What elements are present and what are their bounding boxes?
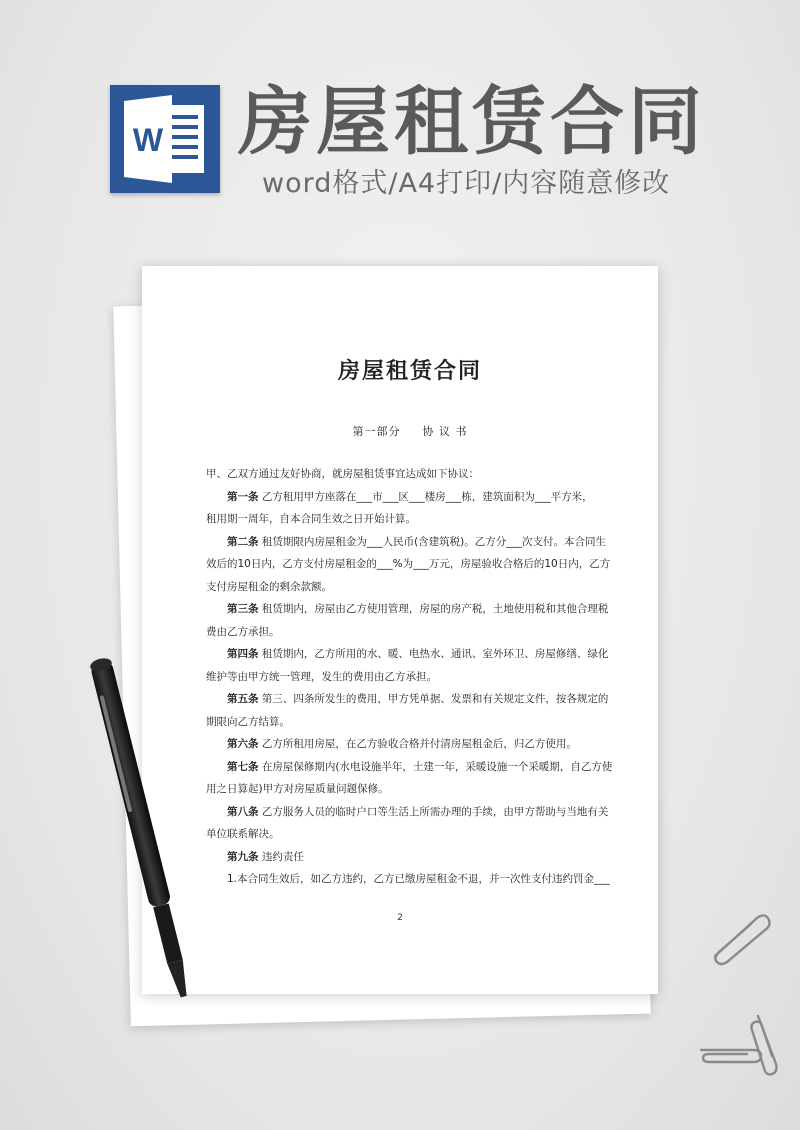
clause-label: 第二条 <box>227 535 259 548</box>
banner-subtitle: word格式/A4打印/内容随意修改 <box>262 168 671 199</box>
clause-text: 租赁期内，房屋由乙方使用管理，房屋的房产税，土地使用税和其他合理税 <box>258 603 609 615</box>
subtitle-name: 协 议 书 <box>422 425 468 438</box>
clause-label: 第六条 <box>227 738 259 750</box>
subtitle-part: 第一部分 <box>352 425 401 438</box>
clause-label: 第九条 <box>227 850 259 863</box>
clause-7-cont: 用之日算起)甲方对房屋质量问题保修。 <box>206 783 389 795</box>
clause-8 <box>206 801 614 824</box>
paperclip-icon <box>705 908 775 968</box>
clause-1 <box>206 486 614 509</box>
clause-8-cont: 单位联系解决。 <box>206 828 280 840</box>
clause-text: 乙方租用甲方座落在___市___区___楼房___栋，建筑面积为___平方米， <box>258 490 593 503</box>
intro-paragraph: 甲、乙双方通过友好协商，就房屋租赁事宜达成如下协议： <box>206 468 479 480</box>
clause-4 <box>206 643 614 666</box>
clause-3-cont: 费由乙方承担。 <box>206 625 280 638</box>
clause-1-cont: 租用期一周年，自本合同生效之日开始计算。 <box>206 513 416 525</box>
word-logo-icon <box>110 85 220 193</box>
clause-text: 在房屋保修期内(水电设施半年，土建一年，采暖设施一个采暖期，自乙方使 <box>258 760 613 773</box>
document-subtitle <box>206 423 614 439</box>
clause-5-cont: 期限向乙方结算。 <box>206 715 290 728</box>
clause-text: 违约责任 <box>258 850 304 863</box>
clause-9 <box>206 846 614 869</box>
clause-text: 租赁期内，乙方所用的水、暖、电热水、通讯、室外环卫、房屋修缮、绿化 <box>258 648 609 660</box>
clause-text: 乙方服务人员的临时户口等生活上所需办理的手续，由甲方帮助与当地有关 <box>258 805 609 818</box>
clause-5 <box>206 688 614 711</box>
clause-text: 乙方所租用房屋，在乙方验收合格并付清房屋租金后，归乙方使用。 <box>258 738 577 750</box>
document-body <box>206 463 614 891</box>
clause-label: 第四条 <box>227 648 259 660</box>
clause-2 <box>206 531 614 554</box>
clause-label: 第八条 <box>227 805 259 818</box>
clause-label: 第一条 <box>227 490 259 503</box>
banner-title: 房屋租赁合同 <box>238 79 706 165</box>
clause-label: 第三条 <box>227 603 259 615</box>
paperclip-icon <box>748 1010 784 1080</box>
document-title: 房屋租赁合同 <box>337 359 482 384</box>
clause-2-cont: 效后的10日内，乙方支付房屋租金的___%为___万元，房屋验收合格后的10日内，乙方 <box>206 558 611 570</box>
clause-6 <box>206 733 614 756</box>
clause-4-cont: 维护等由甲方统一管理，发生的费用由乙方承担。 <box>206 670 437 683</box>
clause-label: 第七条 <box>227 760 259 773</box>
clause-9-item-1: 1.本合同生效后，如乙方违约，乙方已缴房屋租金不退，并一次性支付违约罚金___ <box>227 873 610 885</box>
clause-7 <box>206 756 614 779</box>
clause-label: 第五条 <box>227 693 259 705</box>
clause-2-cont: 支付房屋租金的剩余款额。 <box>206 580 332 593</box>
pen-icon <box>80 655 210 1035</box>
clause-text: 第三、四条所发生的费用，甲方凭单据、发票和有关规定文件，按各规定的 <box>258 693 609 705</box>
page-number: 2 <box>397 913 403 923</box>
word-logo-letter: W <box>132 122 164 158</box>
clause-3 <box>206 598 614 621</box>
document-page <box>142 266 658 994</box>
clause-text: 租赁期限内房屋租金为___人民币(含建筑税)。乙方分___次支付。本合同生 <box>258 535 607 548</box>
